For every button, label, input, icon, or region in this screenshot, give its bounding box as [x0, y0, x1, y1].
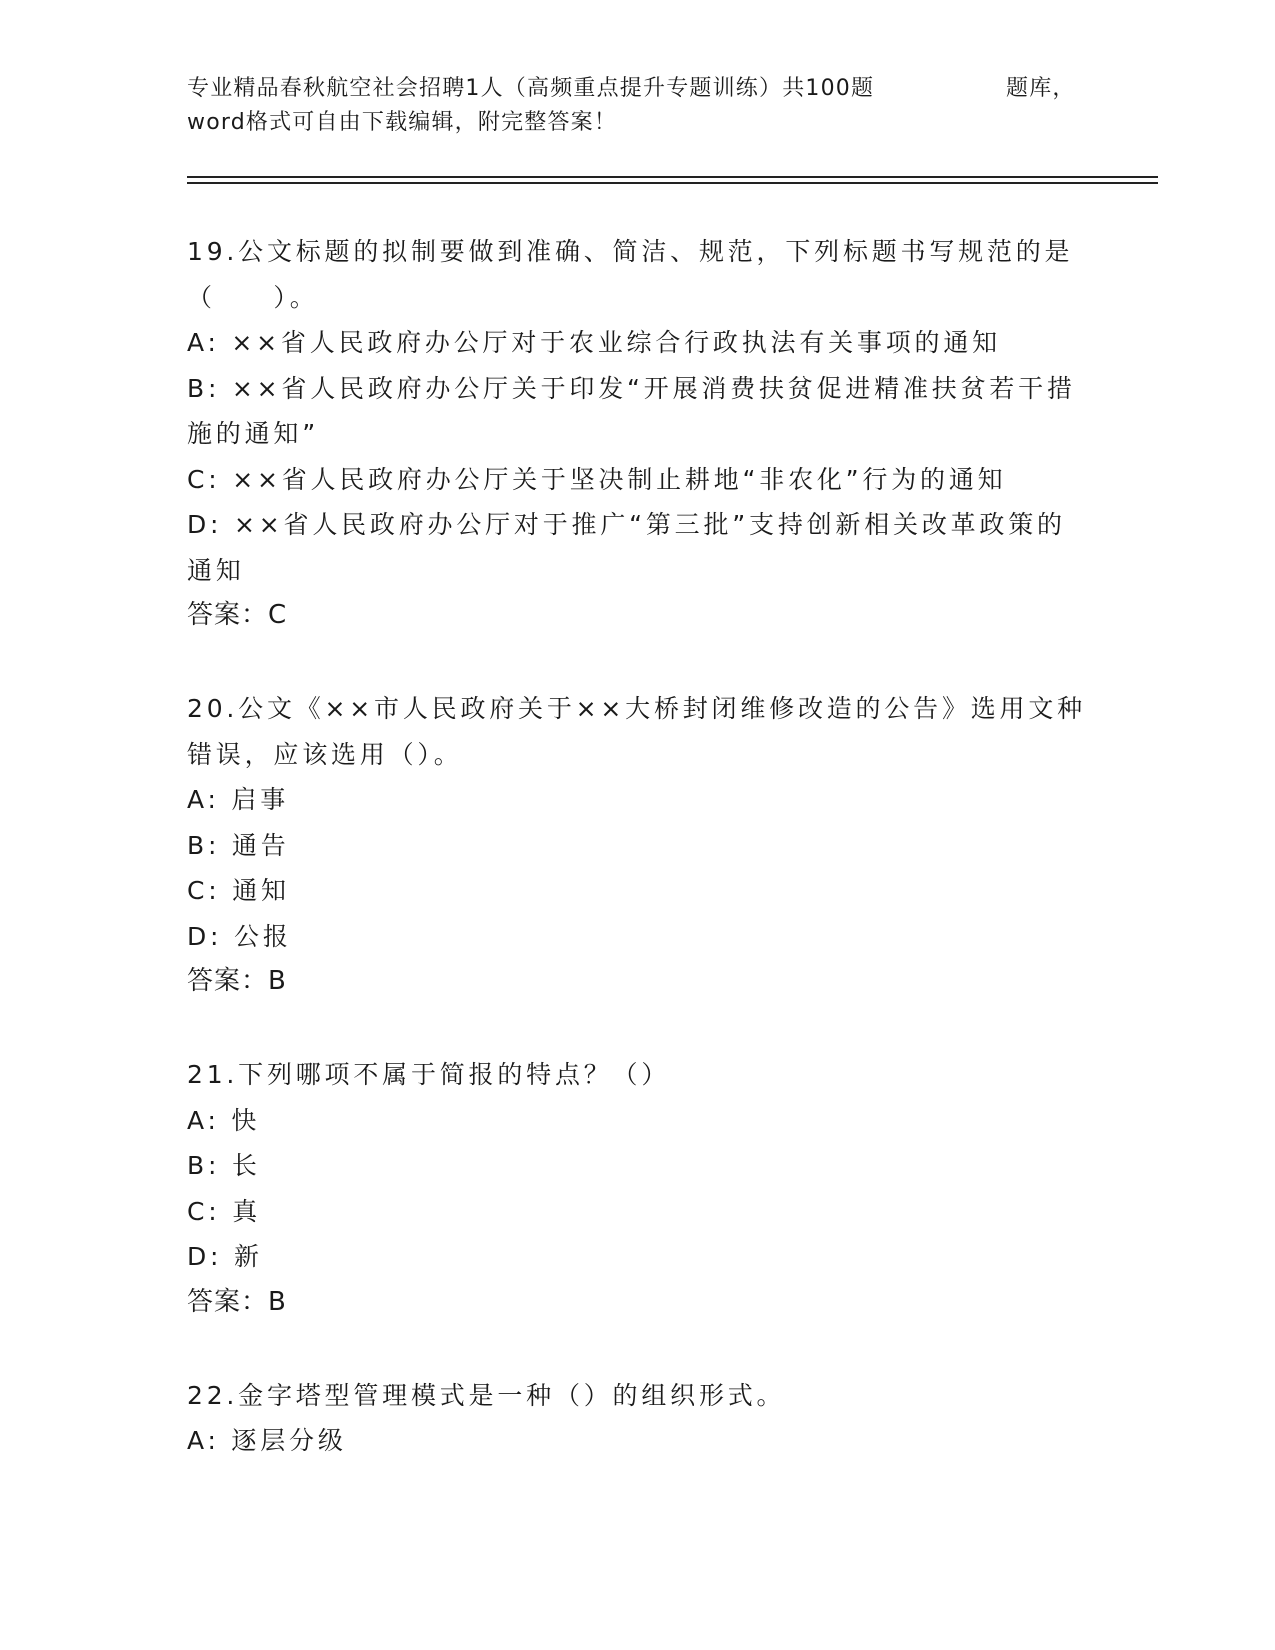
option-c: C: 真 [187, 1196, 262, 1226]
option-b: B: 长 [187, 1151, 261, 1180]
question-text: 19.公文标题的拟制要做到准确、简洁、规范，下列标题书写规范的是（ ）。 [187, 237, 1074, 312]
option-a: A: 逐层分级 [187, 1426, 347, 1455]
option-d: D: ××省人民政府办公厅对于推广“第三批”支持创新相关改革政策的通知 [187, 510, 1066, 585]
header-title-line [187, 72, 1087, 106]
option-a: A: 快 [187, 1105, 261, 1135]
option-b: B: ××省人民政府办公厅关于印发“开展消费扶贫促进精准扶贫若干措施的通知” [187, 373, 1076, 448]
question-22 [187, 1373, 1087, 1464]
option-d: D: 新 [187, 1242, 263, 1271]
option-c: C: 通知 [187, 876, 290, 905]
answer: 答案：C [187, 600, 288, 630]
option-d: D: 公报 [187, 921, 292, 951]
header-subtitle: word格式可自由下载编辑，附完整答案！ [187, 110, 618, 135]
option-a: A: 启事 [187, 785, 290, 814]
question-text: 21.下列哪项不属于简报的特点？（） [187, 1060, 671, 1089]
header-title-tail: 题库， [1006, 76, 1076, 101]
question-19 [187, 229, 1087, 638]
header-title: 专业精品春秋航空社会招聘1人（高频重点提升专题训练）共100题 [187, 76, 875, 101]
option-c: C: ××省人民政府办公厅关于坚决制止耕地“非农化”行为的通知 [187, 464, 1007, 494]
header-divider-top [187, 176, 1158, 178]
option-a: A: ××省人民政府办公厅对于农业综合行政执法有关事项的通知 [187, 328, 1001, 357]
question-20 [187, 686, 1087, 1004]
page-header [187, 72, 1087, 140]
answer: 答案：B [187, 1286, 287, 1317]
answer: 答案：B [187, 966, 287, 996]
question-text: 22.金字塔型管理模式是一种（）的组织形式。 [187, 1380, 786, 1410]
question-list [187, 229, 1087, 1512]
option-b: B: 通告 [187, 830, 290, 860]
question-21 [187, 1052, 1087, 1325]
question-text: 20.公文《××市人民政府关于××大桥封闭维修改造的公告》选用文种错误，应该选用（）。 [187, 694, 1086, 769]
header-divider-bottom [187, 182, 1158, 184]
